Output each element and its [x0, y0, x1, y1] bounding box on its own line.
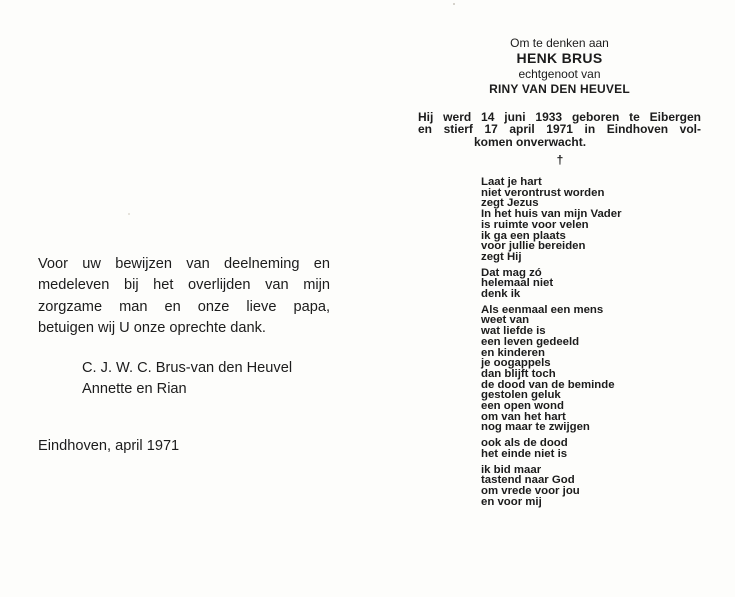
poem-stanza [481, 177, 711, 263]
poem-line: wat liefde is [481, 325, 546, 338]
poem-line: zegt Hij [481, 250, 522, 263]
poem-line: denk ik [481, 288, 521, 301]
paper-speck [128, 213, 130, 215]
poem-line: Dat mag zó [481, 266, 542, 279]
poem-line: Laat je hart [481, 176, 542, 188]
thank-you-note [38, 254, 330, 340]
bio-line: en stierf 17 april 1971 in Eindhoven vol- [418, 122, 701, 137]
poem-line: zegt Jezus [481, 197, 539, 210]
poem-line: en kinderen [481, 346, 545, 359]
bio-line: komen onverwacht. [474, 134, 587, 149]
poem-stanza [481, 438, 711, 459]
poem-line: een open wond [481, 400, 564, 413]
poem-line: weet van [481, 314, 530, 327]
poem-line: een leven gedeeld [481, 335, 580, 348]
deceased-name: HENK BRUS [516, 50, 603, 67]
poem-line: nog maar te zwijgen [481, 421, 590, 434]
poem-line: en voor mij [481, 495, 542, 508]
cross-icon: † [556, 153, 564, 167]
place-date: Eindhoven, april 1971 [38, 438, 180, 454]
poem-line: Als eenmaal een mens [481, 303, 604, 316]
poem-line: dan blijft toch [481, 367, 556, 380]
poem-line: je oogappels [481, 357, 551, 370]
poem-stanza [481, 465, 711, 508]
poem [481, 177, 711, 512]
thanks-line: betuigen wij U onze oprechte dank. [38, 320, 266, 337]
bio-line: Hij werd 14 juni 1933 geboren te Eibergen [418, 110, 701, 124]
poem-line: voor jullie bereiden [481, 240, 586, 253]
poem-line: ik ga een plaats [481, 229, 566, 242]
poem-line: ik bid maar [481, 463, 542, 476]
thanks-line: Voor uw bewijzen van deelneming en [38, 256, 330, 272]
poem-line: om van het hart [481, 410, 566, 423]
memorial-header [418, 36, 701, 96]
signer-name: C. J. W. C. Brus-van den Heuvel [82, 359, 293, 376]
poem-line: niet verontrust worden [481, 186, 605, 199]
poem-line: gestolen geluk [481, 389, 561, 402]
poem-line: is ruimte voor velen [481, 218, 589, 231]
signers [38, 358, 330, 401]
poem-stanza [481, 305, 711, 433]
intro-line: Om te denken aan [510, 36, 609, 50]
relation-line: echtgenoot van [518, 67, 601, 82]
poem-line: ook als de dood [481, 437, 568, 450]
poem-stanza [481, 268, 711, 300]
poem-line: In het huis van mijn Vader [481, 208, 622, 221]
thanks-line: zorgzame man en onze lieve papa, [38, 298, 330, 315]
poem-line: helemaal niet [481, 277, 554, 290]
signer-name: Annette en Rian [82, 381, 187, 398]
spouse-name: RINY VAN DEN HEUVEL [489, 81, 630, 96]
biography [418, 111, 701, 148]
thanks-line: medeleven bij het overlijden van mijn [38, 277, 330, 294]
poem-line: de dood van de beminde [481, 378, 615, 391]
poem-line: het einde niet is [481, 447, 568, 460]
paper-speck [453, 3, 455, 5]
poem-line: tastend naar God [481, 474, 575, 487]
left-panel [38, 254, 330, 400]
poem-line: om vrede voor jou [481, 484, 580, 497]
